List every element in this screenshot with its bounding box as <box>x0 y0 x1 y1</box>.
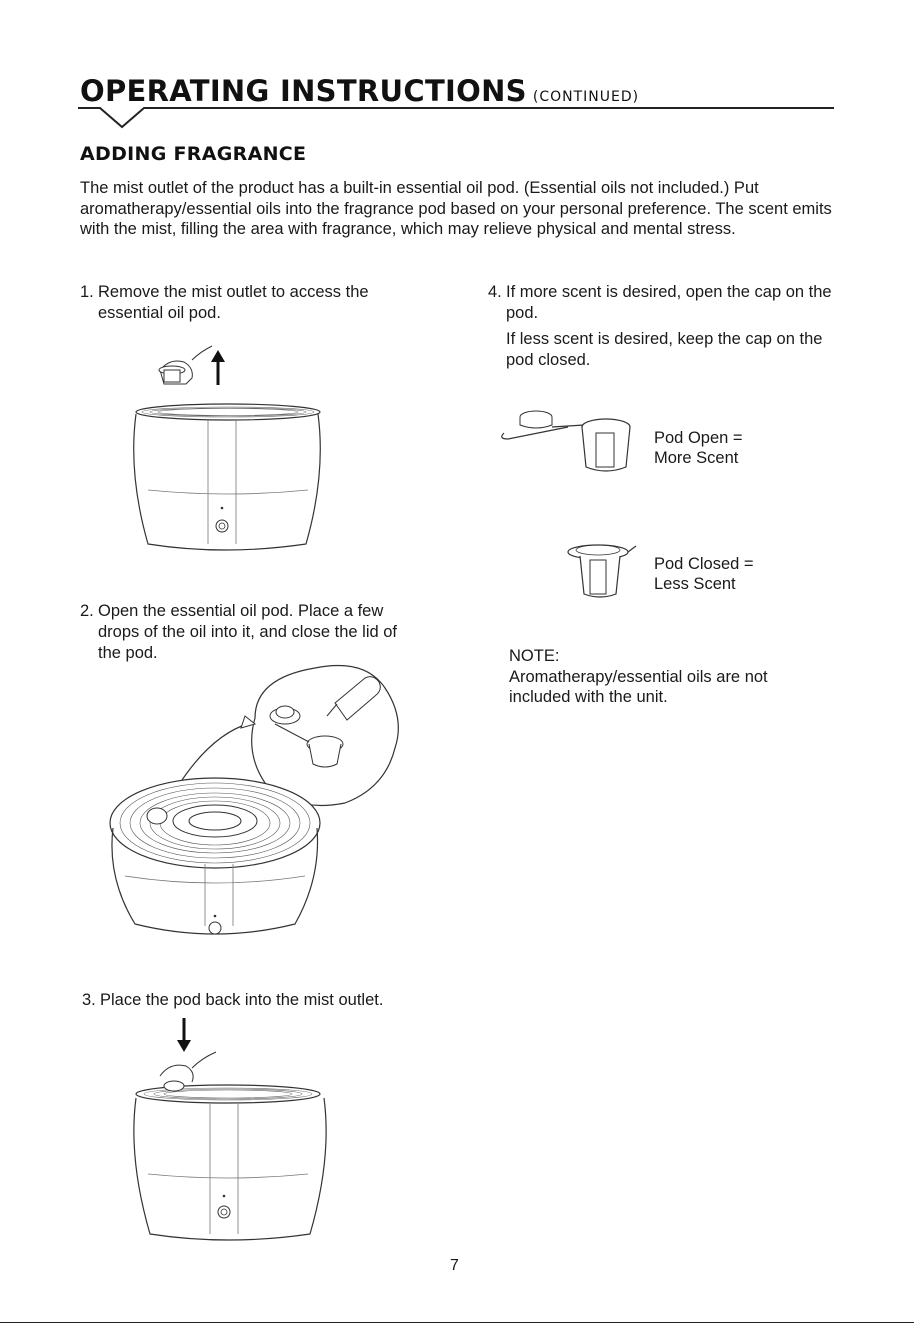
step-number: 4. <box>488 283 502 301</box>
pod-open-label <box>654 428 743 468</box>
heading-rule <box>78 103 838 129</box>
pod-closed-illustration <box>562 538 642 604</box>
step-number: 3. <box>82 991 96 1009</box>
step-1 <box>80 282 410 324</box>
note-text: Aromatherapy/essential oils are not included with the unit. <box>509 667 768 706</box>
section-title: ADDING FRAGRANCE <box>80 143 307 165</box>
step-2 <box>80 601 420 664</box>
step-text: If more scent is desired, open the cap on the pod. <box>506 283 832 322</box>
humidifier-pod-removal-illustration <box>140 330 340 560</box>
step-text: Remove the mist outlet to access the essential oil pod. <box>98 283 369 322</box>
step-4 <box>488 282 838 371</box>
step-text: Place the pod back into the mist outlet. <box>100 991 384 1009</box>
intro-paragraph: The mist outlet of the product has a built-in essential oil pod. (Essential oils not included.) Put aromatherapy/essential oils into the fragrance pod based on your personal preference. The scent emits with the mist, filling the area with fragrance, which may relieve physical and mental stress. <box>80 179 832 238</box>
pod-open-label-line1: Pod Open = <box>654 429 743 447</box>
note-block <box>509 646 809 708</box>
pod-closed-label-line1: Pod Closed = <box>654 555 754 573</box>
step-number: 1. <box>80 283 94 301</box>
heading-continued: (CONTINUED) <box>532 89 640 105</box>
page-number: 7 <box>450 1257 459 1274</box>
pod-open-illustration <box>500 405 640 475</box>
step-3 <box>82 990 422 1011</box>
step-text: Open the essential oil pod. Place a few drops of the oil into it, and close the lid of the pod. <box>98 602 398 662</box>
oil-drop-illustration <box>105 658 405 948</box>
step-text-secondary: If less scent is desired, keep the cap on the pod closed. <box>506 330 823 369</box>
pod-closed-label-line2: Less Scent <box>654 575 736 593</box>
pod-replace-illustration <box>138 1014 338 1244</box>
step-number: 2. <box>80 602 94 620</box>
page-bottom-rule <box>0 1322 914 1323</box>
pod-open-label-line2: More Scent <box>654 449 739 467</box>
heading-title: OPERATING INSTRUCTIONS <box>80 74 527 108</box>
note-label: NOTE: <box>509 647 560 665</box>
pod-closed-label <box>654 554 754 594</box>
